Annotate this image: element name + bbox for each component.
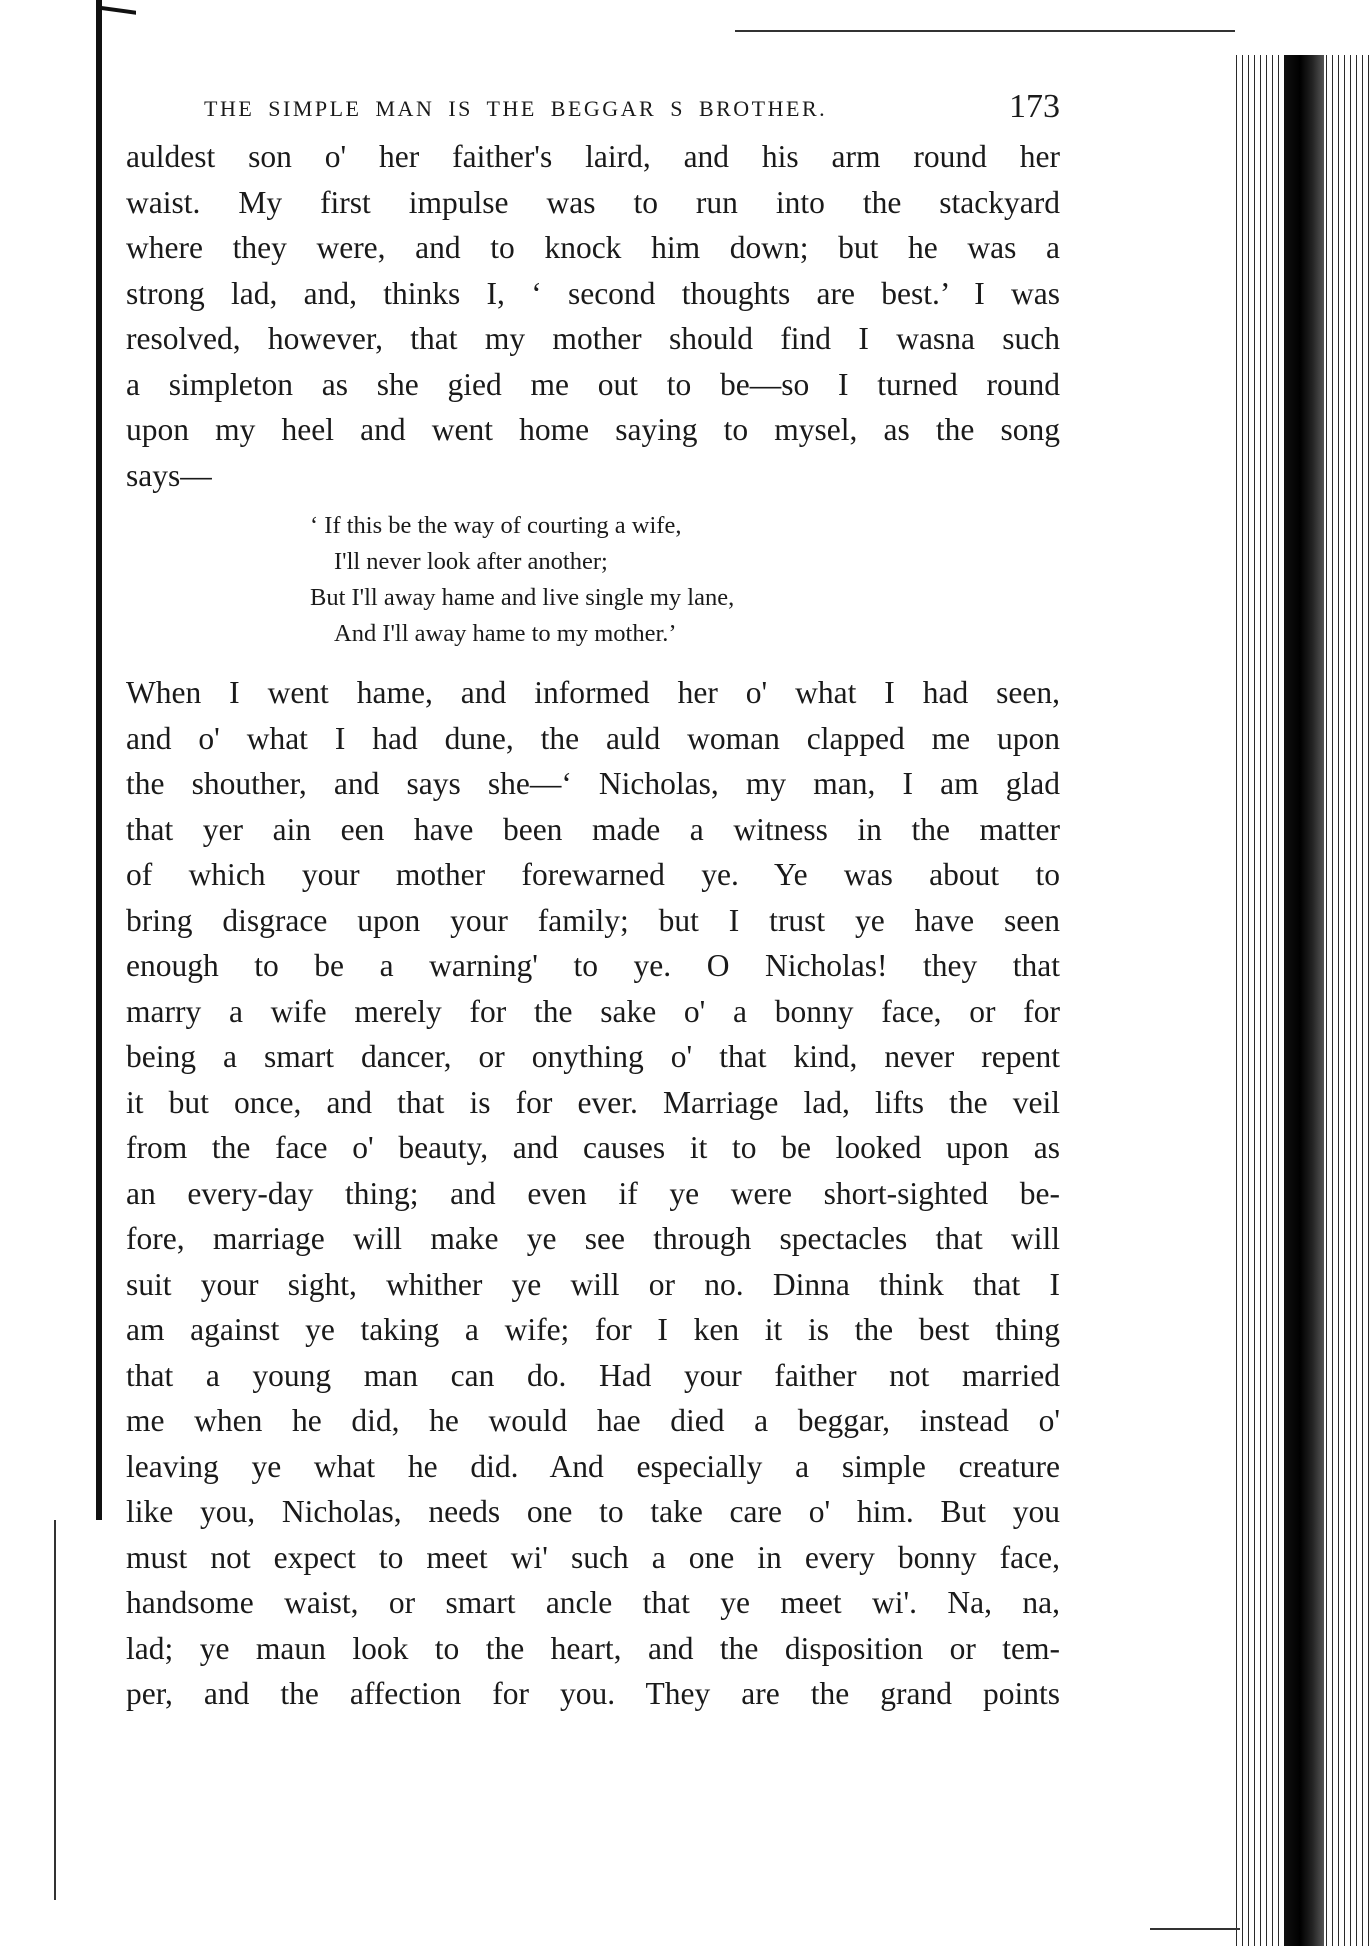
text-line: it but once, and that is for ever. Marriage lad, lifts the veil: [126, 1084, 1060, 1120]
text-line: upon my heel and went home saying to mysel, as the song: [126, 412, 1060, 447]
text-line: fore, marriage will make ye see through spectacles that will: [126, 1221, 1060, 1256]
binding-shadow: [1284, 55, 1324, 1946]
text-line: resolved, however, that my mother should find I wasna such: [126, 321, 1060, 356]
text-line: handsome waist, or smart ancle that ye meet wi'. Na, na,: [126, 1585, 1060, 1620]
paragraph-2: [126, 670, 1060, 1717]
text-line: When I went hame, and informed her o' what I had seen,: [126, 675, 1060, 710]
text-line: and o' what I had dune, the auld woman clapped me upon: [126, 720, 1060, 756]
text-line: where they were, and to knock him down; but he was a: [126, 230, 1060, 265]
verse-line: And I'll away hame to my mother.’: [334, 620, 677, 647]
text-line: says—: [126, 457, 212, 493]
text-line: per, and the affection for you. They are the grand points: [126, 1676, 1060, 1711]
text-line: suit your sight, whither ye will or no. Dinna think that I: [126, 1266, 1060, 1302]
text-line: like you, Nicholas, needs one to take care o' him. But you: [126, 1494, 1060, 1529]
verse-line: I'll never look after another;: [334, 548, 608, 575]
text-line: from the face o' beauty, and causes it to be looked upon as: [126, 1130, 1060, 1165]
text-line: am against ye taking a wife; for I ken it is the best thing: [126, 1312, 1060, 1347]
running-title: THE SIMPLE MAN IS THE BEGGAR S BROTHER.: [204, 96, 828, 121]
text-line: that yer ain een have been made a witness in the matter: [126, 811, 1060, 847]
paragraph-1: [126, 134, 1060, 498]
text-line: marry a wife merely for the sake o' a bonny face, or for: [126, 993, 1060, 1029]
text-line: auldest son o' her faither's laird, and his arm round her: [126, 139, 1060, 174]
binding-edge: [96, 0, 102, 1520]
text-line: bring disgrace upon your family; but I trust ye have seen: [126, 902, 1060, 938]
binding-edge-top: [96, 5, 136, 15]
verse-line: ‘ If this be the way of courting a wife,: [310, 512, 682, 539]
text-line: of which your mother forewarned ye. Ye was about to: [126, 857, 1060, 892]
text-line: lad; ye maun look to the heart, and the disposition or tem-: [126, 1630, 1060, 1666]
text-line: must not expect to meet wi' such a one in every bonny face,: [126, 1539, 1060, 1575]
top-rule: [735, 30, 1235, 32]
text-line: strong lad, and, thinks I, ‘ second thoughts are best.’ I was: [126, 275, 1060, 311]
page-number: 173: [1009, 88, 1060, 125]
text-line: enough to be a warning' to ye. O Nicholas! they that: [126, 948, 1060, 983]
text-line: an every-day thing; and even if ye were short-sighted be-: [126, 1175, 1060, 1211]
book-page: [126, 70, 1060, 1717]
bottom-rule: [1150, 1928, 1240, 1930]
running-head: [126, 70, 1060, 130]
text-line: me when he did, he would hae died a beggar, instead o': [126, 1403, 1060, 1438]
text-line: being a smart dancer, or onything o' that kind, never repent: [126, 1039, 1060, 1074]
text-line: a simpleton as she gied me out to be—so I turned round: [126, 366, 1060, 402]
verse-line: But I'll away hame and live single my lane,: [310, 584, 735, 611]
text-line: waist. My first impulse was to run into the stackyard: [126, 184, 1060, 220]
text-line: leaving ye what he did. And especially a simple creature: [126, 1448, 1060, 1484]
text-line: that a young man can do. Had your faither not married: [126, 1357, 1060, 1393]
binding-edge-tail: [54, 1520, 56, 1900]
verse-quote: [310, 508, 1060, 652]
text-line: the shouther, and says she—‘ Nicholas, my man, I am glad: [126, 766, 1060, 801]
